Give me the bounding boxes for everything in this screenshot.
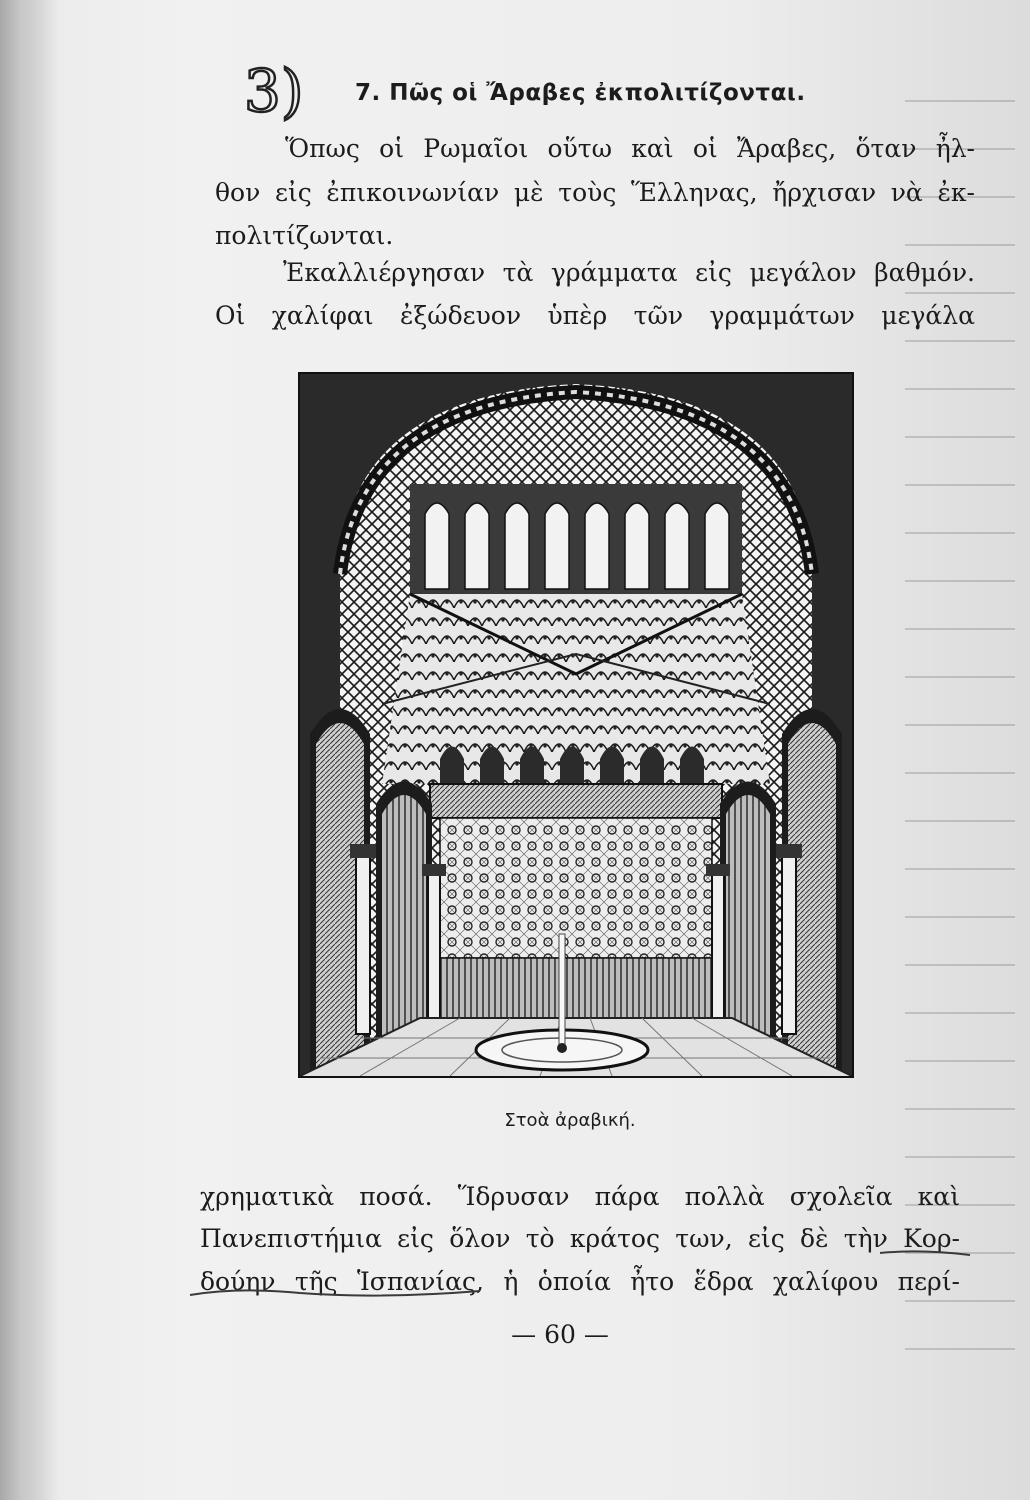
- paragraph-3-line-3: δούην τῆς Ἱσπανίας, ἡ ὁποία ἦτο ἕδρα χαλίφου περί-: [200, 1267, 960, 1296]
- paragraph-1-line-2: θον εἰς ἐπικοινωνίαν μὲ τοὺς Ἕλληνας, ἤρχισαν νὰ ἐκ-: [215, 178, 975, 207]
- paragraph-1-line-1: Ὅπως οἱ Ρωμαῖοι οὕτω καὶ οἱ Ἄραβες, ὅταν ἦλ-: [285, 134, 975, 163]
- section-heading: 7. Πῶς οἱ Ἄραβες ἐκπολιτίζονται.: [355, 80, 806, 106]
- paragraph-1-line-3: πολιτίζωνται.: [215, 221, 394, 250]
- page-number: — 60 —: [511, 1320, 609, 1349]
- handwritten-margin-number: [238, 45, 310, 135]
- pencil-underline: [180, 1225, 980, 1305]
- margin-number-text: 3): [244, 57, 304, 125]
- page-edge-shadow: [0, 0, 60, 1500]
- paragraph-3-line-1: χρηματικὰ ποσά. Ἵδρυσαν πάρα πολλὰ σχολεῖα καὶ: [200, 1182, 960, 1211]
- paragraph-2-line-1: Ἐκαλλιέργησαν τὰ γράμματα εἰς μεγάλον βαθμόν.: [283, 258, 975, 287]
- arabic-arcade-engraving: [298, 372, 854, 1078]
- figure-caption: Στοὰ ἀραβική.: [504, 1110, 636, 1131]
- paragraph-3-line-2: Πανεπιστήμια εἰς ὅλον τὸ κράτος των, εἰς δὲ τὴν Κορ-: [200, 1224, 960, 1253]
- paragraph-2-line-2: Οἱ χαλίφαι ἐξώδευον ὑπὲρ τῶν γραμμάτων μεγάλα: [215, 301, 975, 330]
